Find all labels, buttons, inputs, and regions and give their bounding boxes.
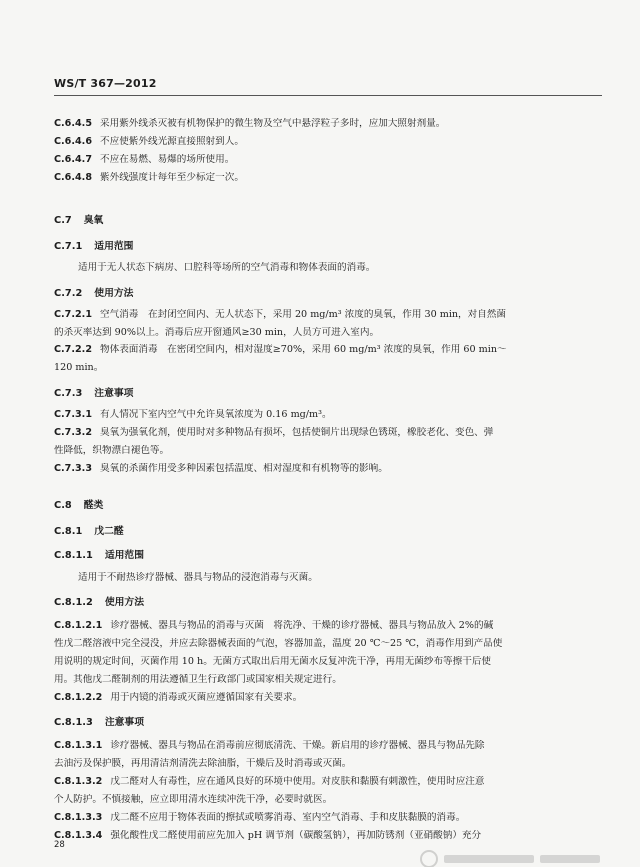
clause-number: C.7.2.2 xyxy=(54,344,93,355)
section-heading xyxy=(54,597,144,609)
clause-number: C.6.4.7 xyxy=(54,154,93,165)
section-heading xyxy=(54,241,133,253)
clause xyxy=(54,620,606,632)
section-number: C.8.1.3 xyxy=(54,717,93,728)
clause xyxy=(54,136,606,148)
clause-text: 紫外线强度计每年至少标定一次。 xyxy=(100,172,244,183)
clause xyxy=(54,692,606,704)
clause-text: 采用紫外线杀灭被有机物保护的微生物及空气中悬浮粒子多时，应加大照射剂量。 xyxy=(100,118,446,129)
clause-number: C.7.2.1 xyxy=(54,309,93,320)
clause-text: 戊二醛不应用于物体表面的擦拭或喷雾消毒、室内空气消毒、手和皮肤黏膜的消毒。 xyxy=(110,812,466,823)
section-title: 醛类 xyxy=(83,500,104,511)
clause xyxy=(54,830,606,842)
section-number: C.8.1.2 xyxy=(54,597,93,608)
wechat-icon xyxy=(420,850,438,867)
section-title: 适用范围 xyxy=(104,550,144,561)
section-title: 注意事项 xyxy=(94,388,134,399)
section-heading xyxy=(54,388,133,400)
section-number: C.7.1 xyxy=(54,241,83,252)
clause-number: C.7.3.3 xyxy=(54,463,93,474)
clause-number: C.8.1.3.1 xyxy=(54,740,103,751)
clause xyxy=(54,344,606,356)
clause-number: C.6.4.8 xyxy=(54,172,93,183)
clause-number: C.8.1.3.4 xyxy=(54,830,103,841)
header-rule xyxy=(54,95,602,96)
clause-text: 不应使紫外线光源直接照射到人。 xyxy=(100,136,244,147)
clause-number: C.8.1.2.1 xyxy=(54,620,103,631)
section-heading xyxy=(54,215,103,227)
section-number: C.8 xyxy=(54,500,72,511)
clause-text: 臭氧为强氧化剂，使用时对多种物品有损坏，包括使铜片出现绿色锈斑，橡胶老化、变色、弹 xyxy=(100,427,494,438)
clause-text: 不应在易燃、易爆的场所使用。 xyxy=(100,154,235,165)
section-number: C.8.1.1 xyxy=(54,550,93,561)
continuation-line: 性降低，织物漂白褪色等。 xyxy=(54,445,170,456)
continuation-line: 120 min。 xyxy=(54,362,104,373)
clause-number: C.6.4.5 xyxy=(54,118,93,129)
continuation-line: 用。其他戊二醛制剂的用法遵循卫生行政部门或国家相关规定进行。 xyxy=(54,674,342,685)
clause-text: 空气消毒 在封闭空间内、无人状态下，采用 20 mg/m³ 浓度的臭氧，作用 30 min，对自然菌 xyxy=(100,309,507,320)
continuation-line: 个人防护。不慎接触，应立即用清水连续冲洗干净，必要时就医。 xyxy=(54,794,333,805)
clause-number: C.8.1.2.2 xyxy=(54,692,103,703)
clause xyxy=(54,427,606,439)
clause xyxy=(54,309,606,321)
section-number: C.7.2 xyxy=(54,288,83,299)
paragraph: 适用于无人状态下病房、口腔科等场所的空气消毒和物体表面的消毒。 xyxy=(78,262,376,273)
page-number: 28 xyxy=(54,840,65,850)
clause-number: C.8.1.3.3 xyxy=(54,812,103,823)
clause-number: C.7.3.1 xyxy=(54,409,93,420)
clause xyxy=(54,776,606,788)
section-heading xyxy=(54,717,144,729)
clause xyxy=(54,154,606,166)
clause-text: 臭氧的杀菌作用受多种因素包括温度、相对湿度和有机物等的影响。 xyxy=(100,463,388,474)
clause-text: 物体表面消毒 在密闭空间内，相对湿度≥70%，采用 60 mg/m³ 浓度的臭氧，作用 60 min～ xyxy=(100,344,507,355)
continuation-line: 的杀灭率达到 90%以上。消毒后应开窗通风≥30 min，人员方可进入室内。 xyxy=(54,327,380,338)
section-heading xyxy=(54,550,144,562)
clause xyxy=(54,812,606,824)
continuation-line: 性戊二醛溶液中完全浸没，并应去除器械表面的气泡，容器加盖，温度 20 ℃～25 ℃，消毒作用到产品使 xyxy=(54,638,503,649)
watermark-mark xyxy=(540,855,600,863)
clause xyxy=(54,740,606,752)
clause-text: 用于内镜的消毒或灭菌应遵循国家有关要求。 xyxy=(110,692,303,703)
standard-id: WS/T 367—2012 xyxy=(54,77,157,90)
clause-text: 诊疗器械、器具与物品在消毒前应彻底清洗、干燥。新启用的诊疗器械、器具与物品先除 xyxy=(110,740,485,751)
clause-text: 戊二醛对人有毒性，应在通风良好的环境中使用。对皮肤和黏膜有刺激性，使用时应注意 xyxy=(110,776,485,787)
clause-number: C.6.4.6 xyxy=(54,136,93,147)
continuation-line: 用说明的规定时间，灭菌作用 10 h。无菌方式取出后用无菌水反复冲洗干净，再用无菌纱布等擦干后使 xyxy=(54,656,492,667)
clause xyxy=(54,463,606,475)
section-heading xyxy=(54,288,133,300)
clause-text: 诊疗器械、器具与物品的消毒与灭菌 将洗净、干燥的诊疗器械、器具与物品放入 2%的碱 xyxy=(110,620,494,631)
section-number: C.7 xyxy=(54,215,72,226)
clause-number: C.7.3.2 xyxy=(54,427,93,438)
section-number: C.8.1 xyxy=(54,526,83,537)
clause xyxy=(54,409,606,421)
clause xyxy=(54,172,606,184)
watermark-mark xyxy=(444,855,534,863)
paragraph: 适用于不耐热诊疗器械、器具与物品的浸泡消毒与灭菌。 xyxy=(78,572,318,583)
continuation-line: 去油污及保护膜，再用清洁剂清洗去除油脂，干燥后及时消毒或灭菌。 xyxy=(54,758,352,769)
section-heading xyxy=(54,526,124,538)
section-title: 注意事项 xyxy=(104,717,144,728)
section-number: C.7.3 xyxy=(54,388,83,399)
clause-number: C.8.1.3.2 xyxy=(54,776,103,787)
watermark xyxy=(420,850,640,867)
clause xyxy=(54,118,606,130)
clause-text: 强化酸性戊二醛使用前应先加入 pH 调节剂（碳酸氢钠），再加防锈剂（亚硝酸钠）充分 xyxy=(110,830,482,841)
section-title: 适用范围 xyxy=(94,241,134,252)
section-title: 使用方法 xyxy=(94,288,134,299)
clause-text: 有人情况下室内空气中允许臭氧浓度为 0.16 mg/m³。 xyxy=(100,409,332,420)
section-title: 戊二醛 xyxy=(94,526,124,537)
section-title: 使用方法 xyxy=(104,597,144,608)
section-title: 臭氧 xyxy=(83,215,104,226)
section-heading xyxy=(54,500,103,512)
